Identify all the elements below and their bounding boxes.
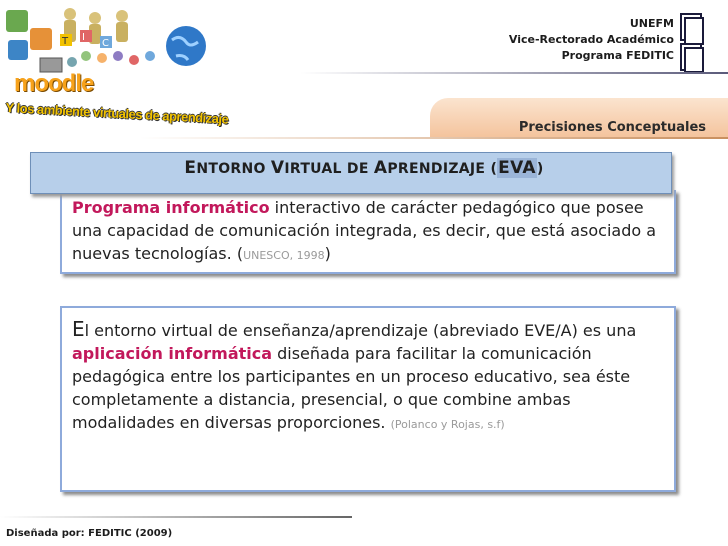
title-close: ) bbox=[536, 161, 544, 177]
title-part-2: IRTUAL DE bbox=[284, 161, 374, 177]
title-acronym: EVA bbox=[498, 158, 536, 178]
footer-divider bbox=[0, 516, 352, 518]
definition-1-body: interactivo de carácter pedagógico que posee una capacidad de comunicación integrada, es decir, que está asociado a nuevas tecnologías. ( bbox=[72, 198, 657, 263]
definition-2-citation: (Polanco y Rojas, s.f) bbox=[390, 418, 505, 431]
org-line-2: Vice-Rectorado Académico bbox=[508, 33, 674, 46]
title-cap-v: V bbox=[270, 158, 285, 178]
definition-2-body-b: diseñada para facilitar la comunicación pedagógica entre los participantes en un proceso educativo, sea éste completamente a distancia, presencial, o que combine ambas modalidades en diversas proporciones. bbox=[72, 344, 631, 432]
definition-2-highlight: aplicación informática bbox=[72, 344, 273, 363]
title-cap-a: A bbox=[373, 158, 388, 178]
org-line-1: UNEFM bbox=[629, 17, 674, 30]
org-line-3: Programa FEDITIC bbox=[561, 49, 674, 62]
definition-2-body-a: l entorno virtual de enseñanza/aprendizaje (abreviado EVE/A) es una bbox=[84, 321, 637, 340]
definition-1-close: ) bbox=[324, 244, 331, 263]
moodle-brand: moodle bbox=[14, 70, 94, 97]
title-cap-e: E bbox=[184, 158, 197, 178]
title-part-3: PRENDIZAJE ( bbox=[387, 161, 498, 177]
definition-1-highlight: Programa informático bbox=[72, 198, 270, 217]
definition-text-2 bbox=[72, 318, 670, 436]
svg-text:T: T bbox=[62, 36, 69, 47]
moodle-subtitle: Y los ambiente virtuales de aprendizaje bbox=[5, 100, 229, 127]
document-stack-icon bbox=[679, 12, 705, 74]
svg-text:C: C bbox=[102, 38, 109, 49]
section-title: Precisiones Conceptuales bbox=[518, 120, 706, 135]
header-divider bbox=[300, 72, 728, 74]
definition-2-dropcap: E bbox=[72, 317, 85, 341]
section-divider bbox=[140, 137, 728, 139]
svg-text:I: I bbox=[82, 32, 85, 43]
organization-block bbox=[509, 16, 674, 64]
definition-1-citation: UNESCO, 1998 bbox=[243, 249, 325, 262]
footer-credit: Diseñada por: FEDITIC (2009) bbox=[6, 528, 173, 539]
definition-text-1 bbox=[72, 196, 672, 267]
title-part-1: NTORNO bbox=[196, 161, 271, 177]
page-title bbox=[0, 158, 728, 178]
